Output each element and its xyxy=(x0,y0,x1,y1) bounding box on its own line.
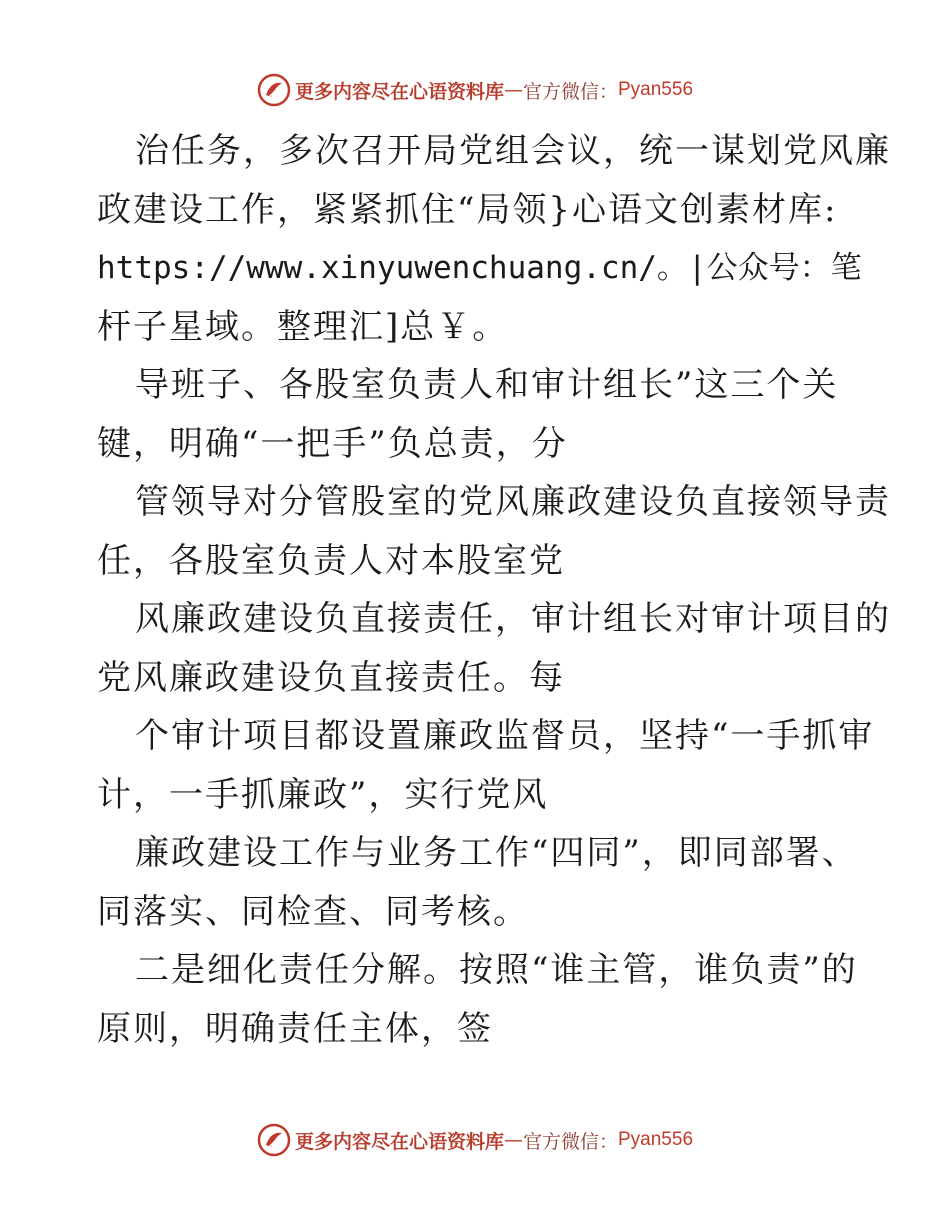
footer-watermark xyxy=(0,1120,950,1160)
banner-wechat-id: Pyan556 xyxy=(618,79,694,100)
text-line: 风廉政建设负直接责任，审计组长对审计项目的 xyxy=(135,599,891,639)
document-body xyxy=(97,122,891,1058)
text-line: 政建设工作，紧紧抓住“局领}心语文创素材库: xyxy=(97,189,838,230)
text-line: 治任务，多次召开局党组会议，统一谋划党风廉 xyxy=(135,131,891,171)
banner-main-text: 更多内容尽在心语资料库 xyxy=(294,1130,504,1153)
header-watermark xyxy=(0,70,950,110)
text-line: 键，明确“一把手”负总责，分 xyxy=(97,423,568,464)
text-line: 同落实、同检查、同考核。 xyxy=(97,891,529,932)
pen-logo-icon xyxy=(257,1123,291,1157)
text-line: 党风廉政建设负直接责任。每 xyxy=(97,657,565,698)
text-line: 管领导对分管股室的党风廉政建设负直接领导责 xyxy=(135,482,891,522)
text-line: 任，各股室负责人对本股室党 xyxy=(97,540,565,581)
banner-wechat-id: Pyan556 xyxy=(618,1129,694,1150)
banner-dash: — xyxy=(503,1129,523,1151)
text-line: 计，一手抓廉政”，实行党风 xyxy=(97,774,549,815)
banner-wechat-label: 官方微信： xyxy=(522,1130,618,1153)
text-line: 廉政建设工作与业务工作“四同”，即同部署、 xyxy=(135,833,858,873)
text-line: 原则，明确责任主体，签 xyxy=(97,1008,493,1049)
banner-main-text: 更多内容尽在心语资料库 xyxy=(294,80,504,103)
text-line: 二是细化责任分解。按照“谁主管，谁负责”的 xyxy=(135,950,858,990)
text-line: 导班子、各股室负责人和审计组长”这三个关 xyxy=(135,365,839,405)
text-line: https://www.xinyuwenchuang.cn/。|公众号：笔 xyxy=(97,250,862,286)
text-line: 个审计项目都设置廉政监督员，坚持“一手抓审 xyxy=(135,716,875,756)
pen-logo-icon xyxy=(257,73,291,107)
text-line: 杆子星域。整理汇]总￥。 xyxy=(97,306,509,347)
banner-dash: — xyxy=(503,79,523,101)
banner-wechat-label: 官方微信： xyxy=(522,80,618,103)
